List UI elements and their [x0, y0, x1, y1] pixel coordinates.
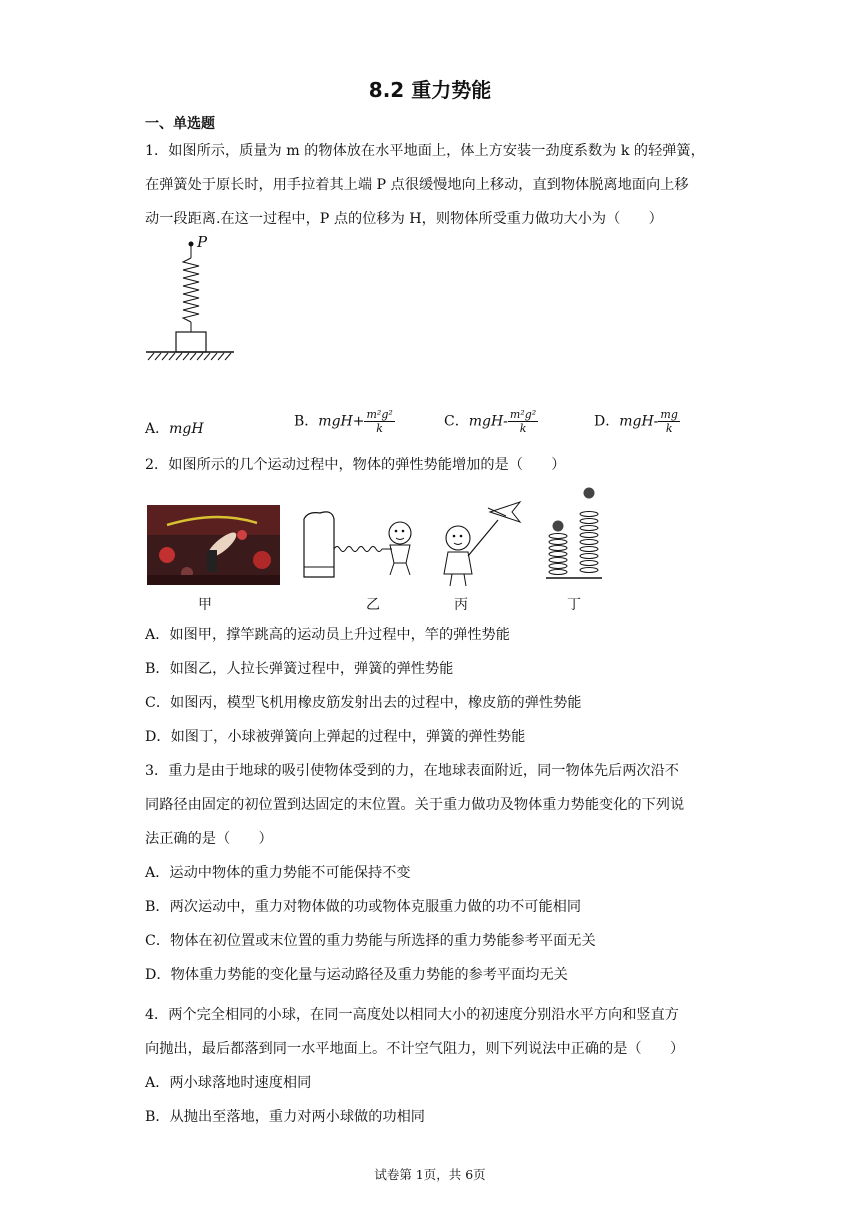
caption-bing: 丙 — [454, 597, 468, 613]
figure-label-p: P — [197, 233, 208, 251]
q4-option-a[interactable]: A．两小球落地时速度相同 — [145, 1075, 312, 1091]
q1-line-1: 1．如图所示，质量为 m 的物体放在水平地面上，体上方安装一劲度系数为 k 的轻弹簧， — [145, 143, 705, 159]
caption-jia: 甲 — [198, 597, 212, 613]
option-d-fraction: $\frac{mg}{k}$ — [660, 408, 678, 435]
q3-option-c[interactable]: C．物体在初位置或末位置的重力势能与所选择的重力势能参考平面无关 — [145, 933, 596, 949]
model-plane-figure — [428, 498, 528, 588]
caption-yi: 乙 — [366, 597, 380, 613]
q4-option-b[interactable]: B．从抛出至落地，重力对两小球做的功相同 — [145, 1109, 425, 1125]
q1-option-b[interactable] — [294, 408, 395, 435]
option-b-expr: mgH+ — [318, 413, 365, 430]
option-d-prefix: D． — [594, 413, 620, 430]
q4-line-1: 4．两个完全相同的小球，在同一高度处以相同大小的初速度分别沿水平方向和竖直方 — [145, 1007, 679, 1023]
q3-option-b[interactable]: B．两次运动中，重力对物体做的功或物体克服重力做的功不可能相同 — [145, 899, 582, 915]
option-c-prefix: C． — [444, 413, 469, 430]
spring-ball-figure — [542, 484, 612, 584]
option-b-prefix: B． — [294, 413, 319, 430]
q2-option-c[interactable]: C．如图丙，模型飞机用橡皮筋发射出去的过程中，橡皮筋的弹性势能 — [145, 695, 582, 711]
caption-ding: 丁 — [567, 597, 581, 613]
spring-block-figure — [140, 232, 240, 362]
option-a-expr: mgH — [169, 421, 204, 437]
page-footer: 试卷第 1页，共 6页 — [374, 1167, 486, 1182]
option-c-fraction: $\frac{\text{m²g²}}{k}$ — [509, 408, 537, 435]
q2-option-a[interactable]: A．如图甲，撑竿跳高的运动员上升过程中，竿的弹性势能 — [145, 627, 510, 643]
option-d-expr: mgH- — [619, 413, 659, 430]
q3-option-d[interactable]: D．物体重力势能的变化量与运动路径及重力势能的参考平面均无关 — [145, 967, 568, 983]
q1-line-3: 动一段距离.在这一过程中，P 点的位移为 H，则物体所受重力做功大小为（ ） — [145, 211, 663, 227]
option-c-expr: mgH- — [468, 413, 508, 430]
q4-line-2: 向抛出，最后都落到同一水平地面上。不计空气阻力，则下列说法中正确的是（ ） — [145, 1041, 685, 1057]
q1-option-c[interactable] — [444, 408, 538, 435]
q1-line-2: 在弹簧处于原长时，用手拉着其上端 P 点很缓慢地向上移动，直到物体脱离地面向上移 — [145, 177, 689, 193]
q3-line-3: 法正确的是（ ） — [145, 831, 273, 847]
q2-option-d[interactable]: D．如图丁，小球被弹簧向上弹起的过程中，弹簧的弹性势能 — [145, 729, 526, 745]
option-a-prefix: A． — [145, 421, 170, 437]
option-b-fraction: $\frac{\text{m²g²}}{k}$ — [366, 408, 393, 435]
section-heading: 一、单选题 — [145, 116, 215, 132]
q3-line-2: 同路径由固定的初位置到达固定的末位置。关于重力做功及物体重力势能变化的下列说 — [145, 797, 685, 813]
q1-option-d[interactable] — [594, 408, 680, 435]
spring-pull-figure — [300, 505, 425, 585]
q2-stem: 2．如图所示的几个运动过程中，物体的弹性势能增加的是（ ） — [145, 457, 566, 473]
q3-line-1: 3．重力是由于地球的吸引使物体受到的力，在地球表面附近，同一物体先后两次沿不 — [145, 763, 679, 779]
page-title: 8.2 重力势能 — [368, 78, 492, 102]
q2-option-b[interactable]: B．如图乙，人拉长弹簧过程中，弹簧的弹性势能 — [145, 661, 454, 677]
q1-option-a[interactable] — [145, 418, 204, 438]
pole-vault-photo — [147, 505, 280, 585]
q3-option-a[interactable]: A．运动中物体的重力势能不可能保持不变 — [145, 865, 411, 881]
